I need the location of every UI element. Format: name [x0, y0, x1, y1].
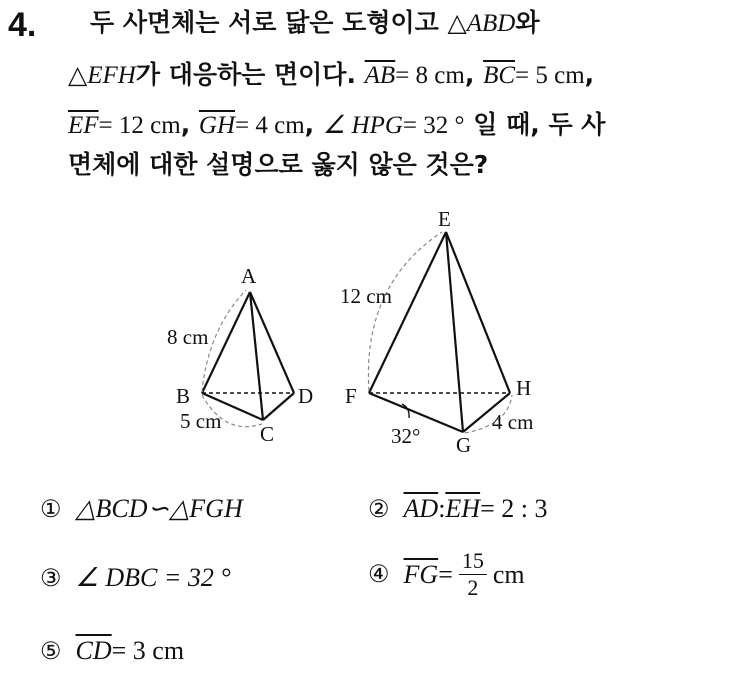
- seg-ab: $\overline{AB}$: [364, 62, 396, 89]
- question-number: 4.: [8, 6, 37, 44]
- angle-hpg: ∠ HPG: [322, 112, 403, 139]
- seg-ab-value: = 8 cm: [395, 62, 465, 89]
- edge-eh: [446, 232, 510, 393]
- option-3[interactable]: [40, 563, 231, 593]
- option-4-eq: =: [438, 559, 453, 589]
- seg-gh-value: = 4 cm: [235, 112, 305, 139]
- len-ab: 8 cm: [167, 325, 209, 349]
- left-tetrahedron: [202, 290, 294, 427]
- option-4-unit: cm: [492, 559, 525, 589]
- seg-ef-value: = 12 cm: [98, 112, 181, 139]
- option-2[interactable]: [368, 494, 547, 524]
- q3-tail: 일 때, 두 사: [464, 110, 606, 139]
- edge-ad: [250, 292, 294, 393]
- option-4[interactable]: [368, 548, 525, 601]
- label-f: F: [345, 384, 357, 408]
- q1-tail: 와: [515, 8, 540, 37]
- comma: ,: [304, 110, 323, 139]
- len-gh: 4 cm: [492, 410, 534, 434]
- edge-ab: [202, 292, 250, 393]
- option-4-fraction: [459, 548, 487, 601]
- label-b: B: [176, 384, 191, 408]
- option-5-rest: = 3 cm: [111, 636, 185, 665]
- edge-ac: [250, 292, 263, 420]
- option-4-number: ④: [368, 562, 390, 588]
- angle-hpg-value: = 32 °: [402, 112, 465, 139]
- label-g: G: [456, 433, 472, 457]
- q2-tri-symbol: △: [68, 62, 88, 89]
- seg-gh: $\overline{GH}$: [198, 112, 236, 139]
- edge-cd: [263, 393, 294, 420]
- label-a: A: [241, 264, 257, 288]
- option-2-seg-a: $\overline{AD}$: [403, 494, 439, 523]
- q2-triangle: EFH: [87, 62, 136, 89]
- q1-text: 두 사면체는 서로 닮은 도형이고 △: [90, 8, 467, 37]
- option-2-rest: = 2 : 3: [480, 494, 548, 523]
- option-5[interactable]: [40, 636, 184, 666]
- option-2-seg-b: $\overline{EH}$: [445, 494, 481, 523]
- seg-bc-value: = 5 cm: [515, 62, 585, 89]
- seg-bc: $\overline{BC}$: [483, 62, 516, 89]
- edge-ef: [369, 232, 446, 393]
- fraction-numerator: 15: [461, 548, 484, 573]
- option-3-number: ③: [40, 565, 62, 592]
- question-line-4: 면체에 대한 설명으로 옳지 않은 것은?: [68, 150, 489, 179]
- q2-text: 가 대응하는 면이다.: [135, 60, 365, 89]
- seg-ef: $\overline{EF}$: [68, 112, 99, 139]
- option-1[interactable]: [40, 494, 243, 524]
- dim-arc-ef: [368, 232, 442, 391]
- fraction-denominator: 2: [467, 575, 479, 600]
- label-d: D: [298, 384, 314, 408]
- label-c: C: [260, 422, 275, 446]
- option-5-seg: $\overline{CD}$: [75, 636, 112, 665]
- option-2-sep: :: [438, 494, 446, 523]
- angle-label: 32°: [391, 424, 421, 448]
- option-5-number: ⑤: [40, 638, 62, 665]
- option-1-text: △BCD∽△FGH: [75, 494, 243, 523]
- option-3-text: ∠ DBC = 32 °: [75, 563, 231, 592]
- option-1-number: ①: [40, 496, 62, 523]
- len-bc: 5 cm: [180, 409, 222, 433]
- right-tetrahedron: [368, 232, 512, 433]
- edge-eg: [446, 232, 463, 432]
- option-4-seg: $\overline{FG}$: [403, 559, 439, 589]
- comma: ,: [464, 60, 484, 89]
- comma: ,: [180, 110, 199, 139]
- label-e: E: [438, 207, 451, 231]
- option-2-number: ②: [368, 496, 390, 523]
- comma: ,: [584, 60, 595, 89]
- label-h: H: [516, 376, 532, 400]
- len-ef: 12 cm: [340, 284, 392, 308]
- q1-triangle: ABD: [466, 10, 516, 37]
